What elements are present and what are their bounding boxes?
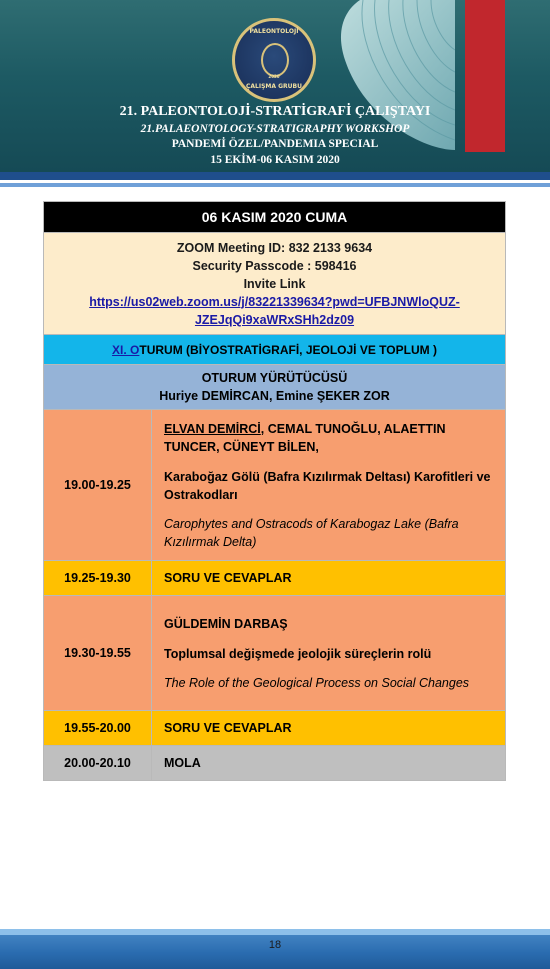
chair-row (44, 365, 506, 410)
presenter-name: ELVAN DEMİRCİ (164, 421, 261, 436)
session-title (44, 335, 506, 365)
program-table (43, 201, 506, 781)
session-row (44, 335, 506, 365)
break-label: MOLA (152, 746, 506, 781)
session-topic: TURUM (BİYOSTRATİGRAFİ, JEOLOJİ VE TOPLUM ) (139, 342, 437, 357)
session-chair (44, 365, 506, 410)
zoom-link-line2[interactable]: JZEJqQi9xaWRxSHh2dz09 (194, 312, 355, 327)
page-number: 18 (268, 939, 282, 951)
zoom-info (44, 233, 506, 335)
invite-link-label: Invite Link (243, 276, 306, 291)
session-number-link[interactable]: XI. O (112, 342, 140, 357)
talk-details (152, 410, 506, 561)
logo-year-text: 2020 (268, 74, 280, 79)
workshop-logo (232, 18, 316, 102)
qa-time: 19.25-19.30 (44, 561, 152, 596)
break-row (44, 746, 506, 781)
header-banner (0, 0, 550, 172)
talk-title-en: The Role of the Geological Process on Social Changes (164, 675, 470, 690)
zoom-link-line1[interactable]: https://us02web.zoom.us/j/83221339634?pwd=UFBJNWloQUZ- (89, 294, 460, 309)
talk-authors (164, 420, 499, 456)
talk-details (152, 596, 506, 711)
coauthor-names: , CEMAL TUNOĞLU, ALAETTIN TUNCER, CÜNEYT BİLEN, (164, 421, 446, 454)
qa-row (44, 561, 506, 596)
qa-label: SORU VE CEVAPLAR (152, 561, 506, 596)
banner-stripe-dark (0, 172, 550, 180)
zoom-info-row (44, 233, 506, 335)
day-header: 06 KASIM 2020 CUMA (44, 202, 506, 233)
talk-title-en: Carophytes and Ostracods of Karabogaz Lake (Bafra Kızılırmak Delta) (164, 516, 459, 549)
talk-time: 19.30-19.55 (44, 596, 152, 711)
qa-row (44, 711, 506, 746)
talk-title-tr: Toplumsal değişmede jeolojik süreçlerin rolü (164, 646, 432, 661)
zoom-invite-link[interactable] (44, 293, 505, 329)
workshop-title-tr: 21. PALEONTOLOJİ-STRATİGRAFİ ÇALIŞTAYI (119, 104, 431, 119)
footer-highlight (0, 929, 550, 935)
zoom-meeting-id: ZOOM Meeting ID: 832 2133 9634 (176, 240, 373, 255)
qa-time: 19.55-20.00 (44, 711, 152, 746)
chair-label: OTURUM YÜRÜTÜCÜSÜ (201, 371, 348, 385)
zoom-passcode: Security Passcode : 598416 (192, 258, 357, 273)
presenter-name: GÜLDEMİN DARBAŞ (164, 616, 288, 631)
workshop-title-en: 21.PALAEONTOLOGY-STRATIGRAPHY WORKSHOP (140, 123, 410, 135)
break-time: 20.00-20.10 (44, 746, 152, 781)
banner-stripe-light (0, 183, 550, 187)
ammonite-icon (261, 43, 289, 77)
logo-bottom-text: ÇALIŞMA GRUBU (246, 83, 302, 90)
day-header-row (44, 202, 506, 233)
workshop-dates: 15 EKİM-06 KASIM 2020 (210, 154, 340, 166)
logo-top-text: PALEONTOLOJİ (249, 28, 299, 35)
talk-time: 19.00-19.25 (44, 410, 152, 561)
chair-names: Huriye DEMİRCAN, Emine ŞEKER ZOR (159, 389, 390, 403)
workshop-subtitle: PANDEMİ ÖZEL/PANDEMIA SPECIAL (171, 138, 379, 150)
talk-row (44, 410, 506, 561)
talk-row (44, 596, 506, 711)
qa-label: SORU VE CEVAPLAR (152, 711, 506, 746)
ammonite-shell-graphic (305, 0, 455, 160)
talk-title-tr: Karaboğaz Gölü (Bafra Kızılırmak Deltası) Karofitleri ve Ostrakodları (164, 469, 491, 502)
